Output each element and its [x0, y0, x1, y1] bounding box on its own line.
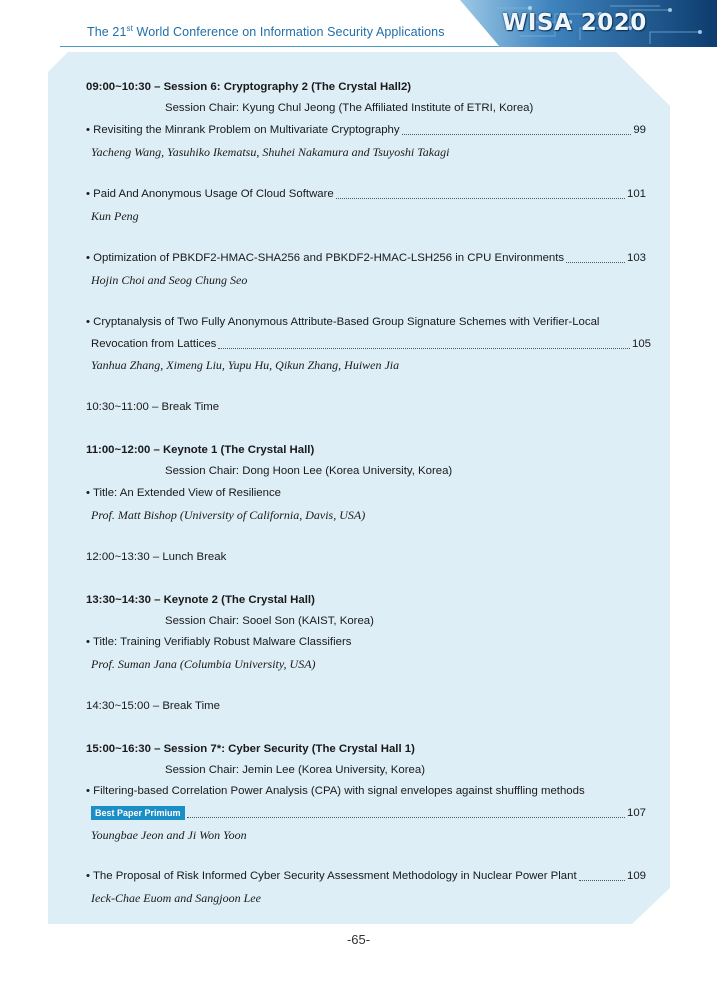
session-chair: Session Chair: Dong Hoon Lee (Korea University, Korea)	[165, 465, 453, 477]
session-heading: 13:30~14:30 – Keynote 2 (The Crystal Hall)	[86, 594, 315, 606]
paper-title: • Revisiting the Minrank Problem on Multivariate Cryptography	[86, 124, 400, 136]
schedule-entry: 14:30~15:00 – Break Time	[86, 700, 220, 712]
paper-entry	[86, 185, 646, 203]
dot-leader	[579, 880, 625, 881]
paper-title: • Optimization of PBKDF2-HMAC-SHA256 and PBKDF2-HMAC-LSH256 in CPU Environments	[86, 252, 565, 264]
page-ref: 101	[626, 188, 646, 200]
schedule-entry: 10:30~11:00 – Break Time	[86, 401, 220, 413]
paper-entry	[86, 121, 646, 139]
paper-title: Revocation from Lattices	[91, 338, 217, 350]
page-number: -65-	[346, 932, 371, 947]
best-paper-badge: Best Paper Primium	[91, 806, 185, 820]
paper-authors: Hojin Choi and Seog Chung Seo	[91, 273, 248, 287]
paper-title: • Paid And Anonymous Usage Of Cloud Software	[86, 188, 334, 200]
page-ref: 103	[626, 252, 646, 264]
conference-title-suffix: World Conference on Information Security Applications	[132, 25, 445, 40]
session-chair: Session Chair: Kyung Chul Jeong (The Affiliated Institute of ETRI, Korea)	[165, 102, 534, 114]
paper-authors: Prof. Suman Jana (Columbia University, USA)	[91, 657, 316, 671]
page-ref: 109	[626, 870, 646, 882]
paper-authors: Kun Peng	[91, 209, 139, 223]
session-heading: 09:00~10:30 – Session 6: Cryptography 2 (The Crystal Hall2)	[86, 81, 412, 93]
session-chair: Session Chair: Sooel Son (KAIST, Korea)	[165, 615, 374, 627]
page-ref: 105	[631, 338, 651, 350]
conference-title-superscript: st	[126, 24, 133, 33]
schedule-entry: • Cryptanalysis of Two Fully Anonymous Attribute-Based Group Signature Schemes with Verifier-Local	[86, 316, 600, 328]
session-chair: Session Chair: Jemin Lee (Korea University, Korea)	[165, 764, 425, 776]
schedule-entry: • Filtering-based Correlation Power Analysis (CPA) with signal envelopes against shuffling methods	[86, 785, 585, 797]
dot-leader	[218, 348, 630, 349]
conference-title	[87, 24, 445, 39]
dot-leader	[336, 198, 625, 199]
paper-authors: Prof. Matt Bishop (University of California, Davis, USA)	[91, 508, 366, 522]
wisa-logo-text: WISA 2020	[502, 10, 647, 36]
paper-authors: Yanhua Zhang, Ximeng Liu, Yupu Hu, Qikun Zhang, Huiwen Jia	[91, 358, 400, 372]
dot-leader	[402, 134, 632, 135]
session-heading: 11:00~12:00 – Keynote 1 (The Crystal Hall)	[86, 444, 315, 456]
paper-entry	[86, 249, 646, 267]
schedule-entry: 12:00~13:30 – Lunch Break	[86, 551, 227, 563]
dot-leader	[187, 817, 625, 818]
paper-entry	[86, 804, 646, 822]
conference-title-prefix: The 21	[87, 25, 127, 40]
paper-authors: Yacheng Wang, Yasuhiko Ikematsu, Shuhei Nakamura and Tsuyoshi Takagi	[91, 145, 450, 159]
schedule-entry: • Title: An Extended View of Resilience	[86, 487, 281, 499]
dot-leader	[566, 262, 625, 263]
paper-authors: Ieck-Chae Euom and Sangjoon Lee	[91, 891, 261, 905]
schedule-entry: • Title: Training Verifiably Robust Malware Classifiers	[86, 636, 352, 648]
page-ref: 107	[626, 807, 646, 819]
paper-title: • The Proposal of Risk Informed Cyber Security Assessment Methodology in Nuclear Power Plant	[86, 870, 577, 882]
paper-entry	[86, 335, 651, 353]
session-heading: 15:00~16:30 – Session 7*: Cyber Security (The Crystal Hall 1)	[86, 743, 415, 755]
paper-authors: Youngbae Jeon and Ji Won Yoon	[91, 828, 247, 842]
paper-entry	[86, 867, 646, 885]
page-ref: 99	[633, 124, 646, 136]
